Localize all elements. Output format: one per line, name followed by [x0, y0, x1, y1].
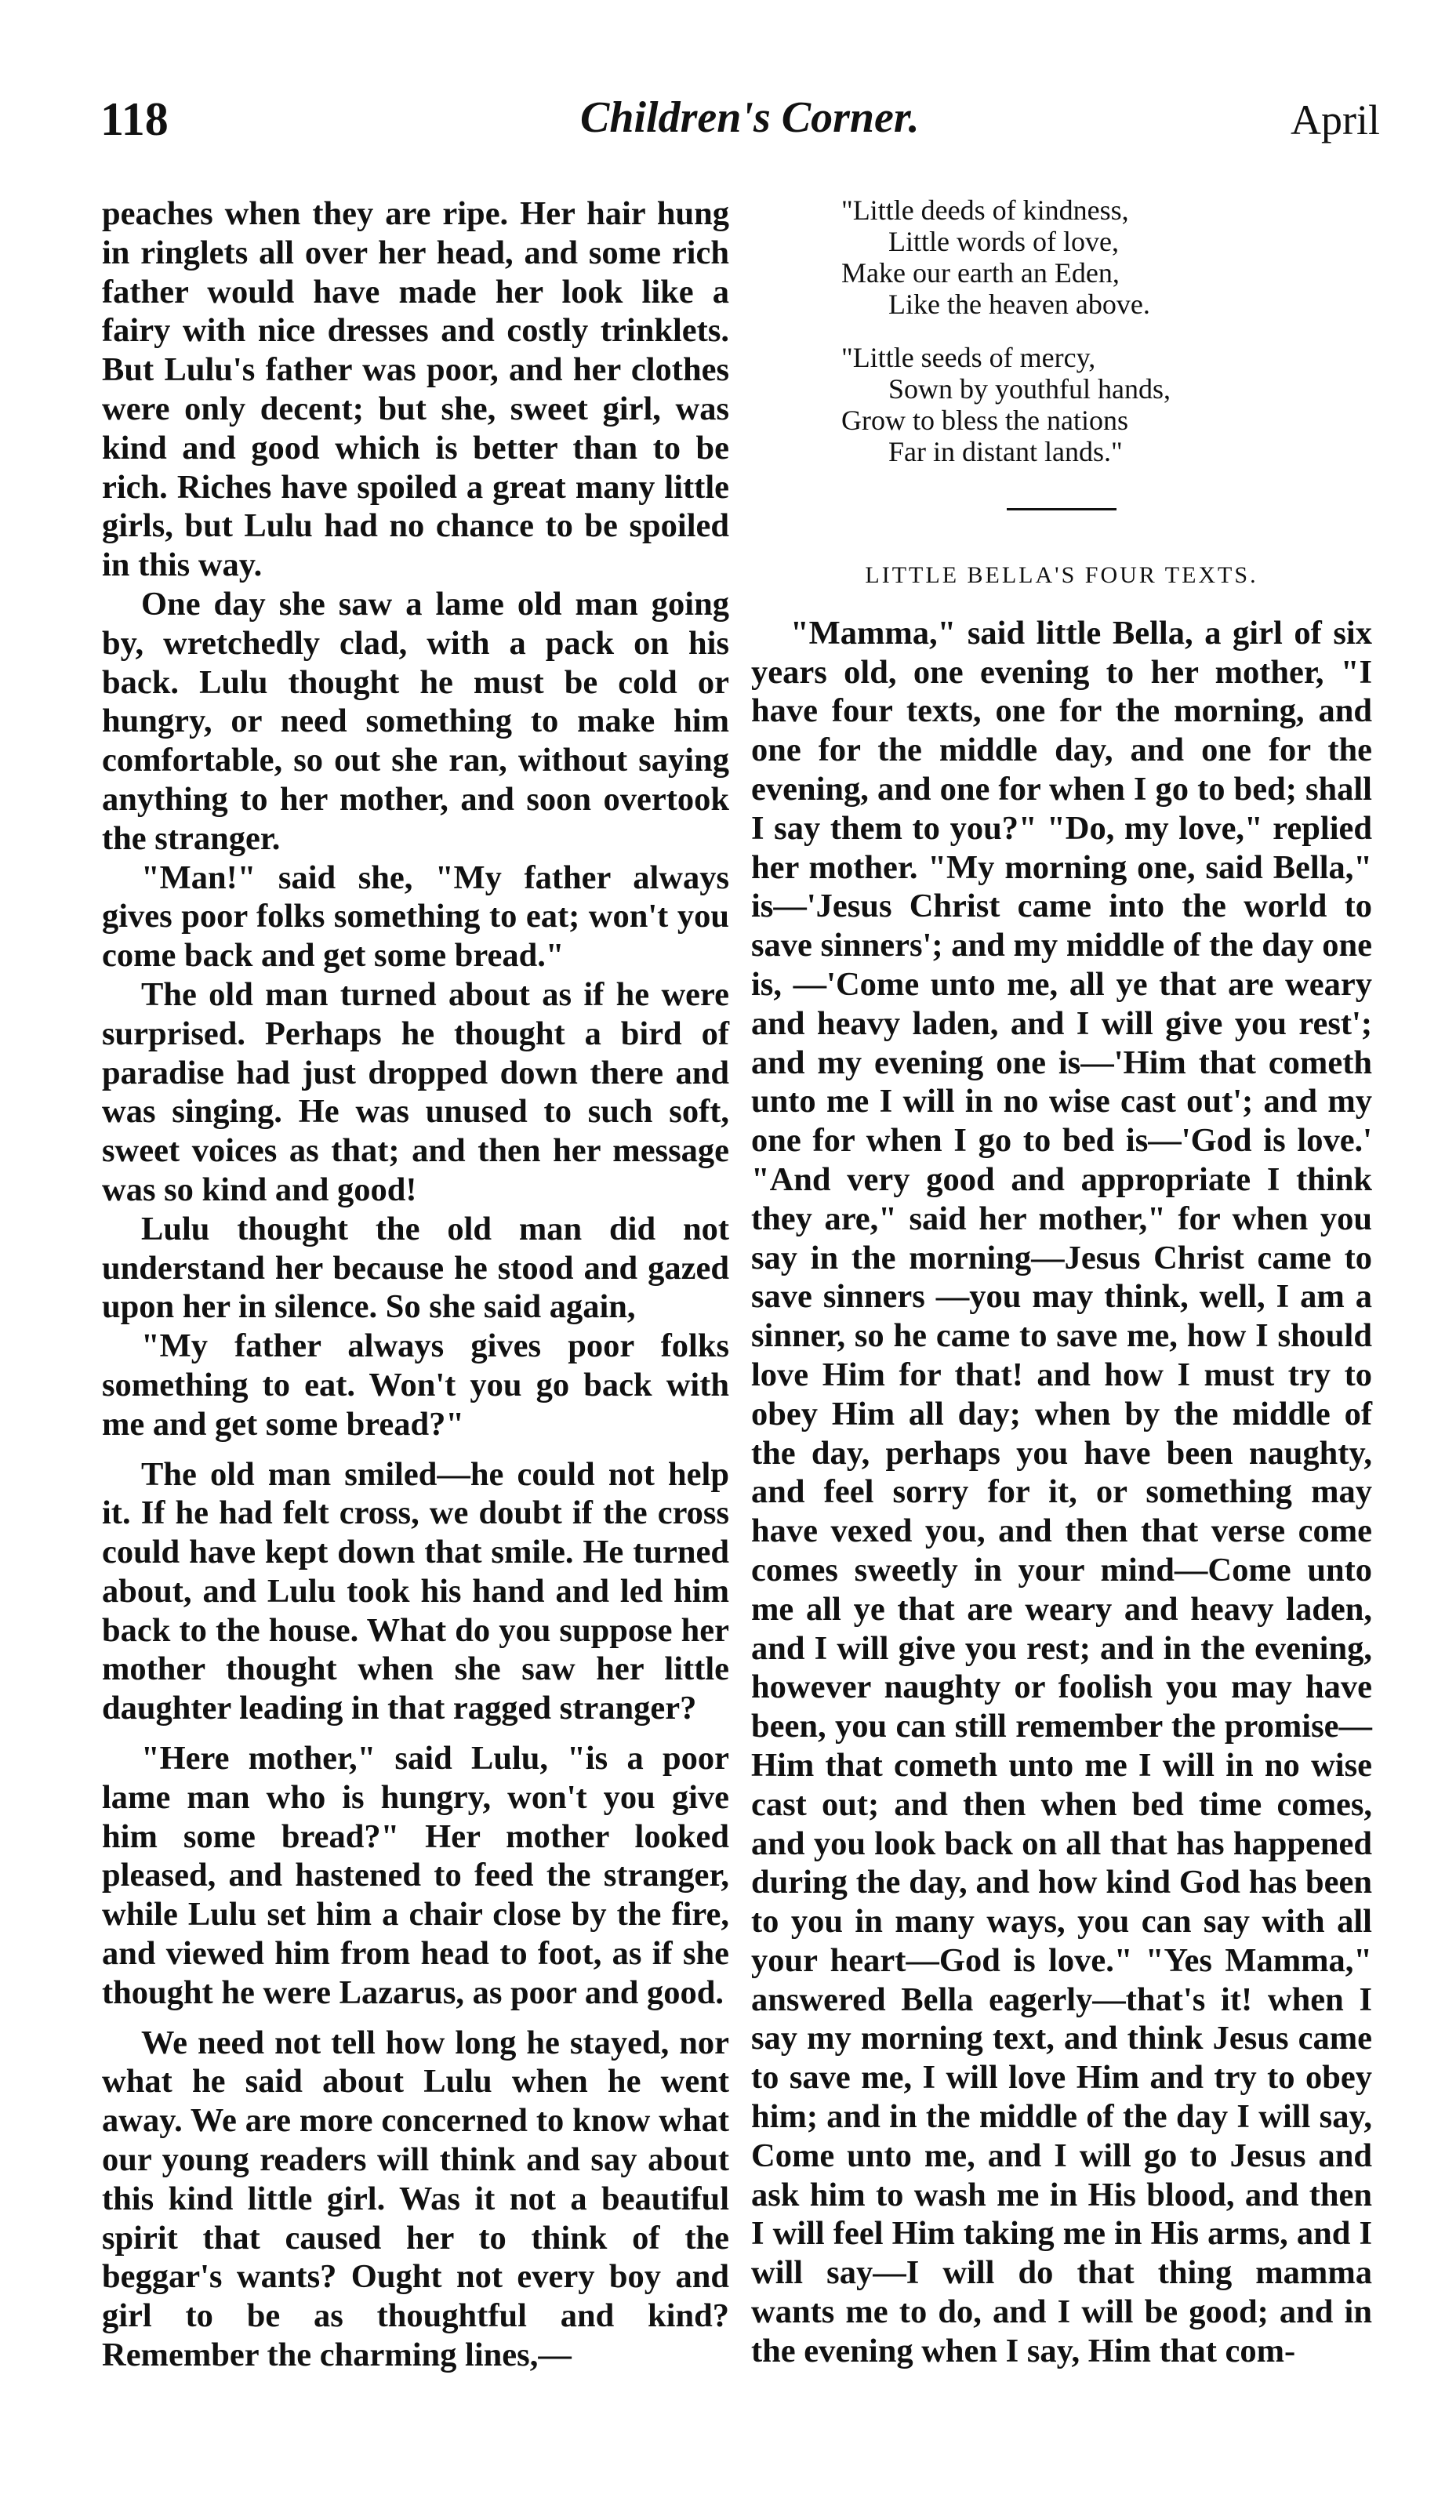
poem-line: Grow to bless the nations [841, 405, 1128, 436]
paragraph: The old man smiled—he could not help it. If he had felt cross, we doubt if the cross could have kept down that smile. He turned about, and Lulu took his hand and led him back to the house. What do you suppose her mother thought when she saw her little daughter leading in that ragged stranger? [102, 1455, 729, 1727]
poem-line: Make our earth an Eden, [841, 257, 1120, 289]
paragraph: "Man!" said she, "My father always gives poor folks something to eat; won't you come back and get some bread." [102, 859, 729, 975]
poem-line: Far in distant lands." [888, 436, 1123, 467]
poem-line: "Little seeds of mercy, [841, 342, 1096, 373]
paragraph: The old man turned about as if he were surprised. Perhaps he thought a bird of paradise had just dropped down there and was singing. He was unused to such soft, sweet voices as that; and then her message was so kind and good! [102, 975, 729, 1208]
poem-line: Little words of love, [888, 226, 1119, 257]
poem-stanza-1 [841, 194, 1372, 320]
story-body: "Mamma," said little Bella, a girl of six years old, one evening to her mother, "I have four texts, one for the morning, and one for the middle day, and one for the evening, and one for when I go to bed; shall I say them to you?" "Do, my love," replied her mother. "My morning one, said Bella," is—'Jesus Christ came into the world to save sinners'; and my middle of the day one is, —'Come unto me, all ye that are weary and heavy laden, and I will give you rest'; and my evening one is—'Him that cometh unto me I will in no wise cast out'; and my one for when I go to bed is—'God is love.' "And very good and appropriate I think they are," said her mother," for when you say in the morning—Jesus Christ came to save sinners —you may think, well, I am a sinner, so he came to save me, how I should love Him for that! and how I must try to obey Him all day; when by the middle of the day, perhaps you have been naughty, and feel sorry for it, or something may have vexed you, and then that verse come comes sweetly in your mind—Come unto me all ye that are weary and heavy laden, and I will give you rest; and in the evening, however naughty or foolish you may have been, you can still remember the promise—Him that cometh unto me I will in no wise cast out; and then when bed time comes, and you look back on all that has happened during the day, and how kind God has been to you in many ways, you can say with all your heart—God is love." "Yes Mamma," answered Bella eagerly—that's it! when I say my morning text, and think Jesus came to save me, I will love Him and try to obey him; and in the middle of the day I will say, Come unto me, and I will go to Jesus and ask him to wash me in His blood, and then I will feel Him taking me in His arms, and I will say—I will do that thing mamma wants me to do, and I will be good; and in the evening when I say, Him that com- [751, 614, 1372, 2369]
page-header [94, 93, 1380, 163]
poem-line: Like the heaven above. [888, 289, 1150, 320]
section-title: LITTLE BELLA'S FOUR TEXTS. [865, 562, 1258, 588]
page-number: 118 [100, 93, 169, 145]
paragraph: peaches when they are ripe. Her hair hung in ringlets all over her head, and some rich father would have made her look like a fairy with nice dresses and costly trinklets. But Lulu's father was poor, and her clothes were only decent; but she, sweet girl, was kind and good which is better than to be rich. Riches have spoiled a great many little girls, but Lulu had no chance to be spoiled in this way. [102, 195, 729, 584]
paragraph: "My father always gives poor folks something to eat. Won't you go back with me and get some bread?" [102, 1327, 729, 1443]
paragraph: We need not tell how long he stayed, nor what he said about Lulu when he went away. We are more concerned to know what our young readers will think and say about this kind little girl. Was it not a beautiful spirit that caused her to think of the beggar's wants? Ought not every boy and girl to be as thoughtful and kind? Remember the charming lines,— [102, 2024, 729, 2374]
month-label: April [1291, 96, 1380, 143]
poem-stanza-2 [841, 342, 1372, 467]
section-divider [1007, 508, 1117, 510]
paragraph: One day she saw a lame old man going by, wretchedly clad, with a pack on his back. Lulu thought he must be cold or hungry, or need something to make him comfortable, so out she ran, without saying anything to her mother, and soon overtook the stranger. [102, 585, 729, 857]
running-title: Children's Corner. [580, 93, 920, 142]
left-column [102, 194, 729, 2375]
paragraph: Lulu thought the old man did not understand her because he stood and gazed upon her in silence. So she said again, [102, 1210, 729, 1326]
right-column [751, 194, 1372, 2371]
paragraph: "Here mother," said Lulu, "is a poor lame man who is hungry, won't you give him some bread?" Her mother looked pleased, and hastened to feed the stranger, while Lulu set him a chair close by the fire, and viewed him from head to foot, as if she thought he were Lazarus, as poor and good. [102, 1740, 729, 2011]
poem-line: Sown by youthful hands, [888, 373, 1171, 405]
poem-line: "Little deeds of kindness, [841, 194, 1129, 226]
